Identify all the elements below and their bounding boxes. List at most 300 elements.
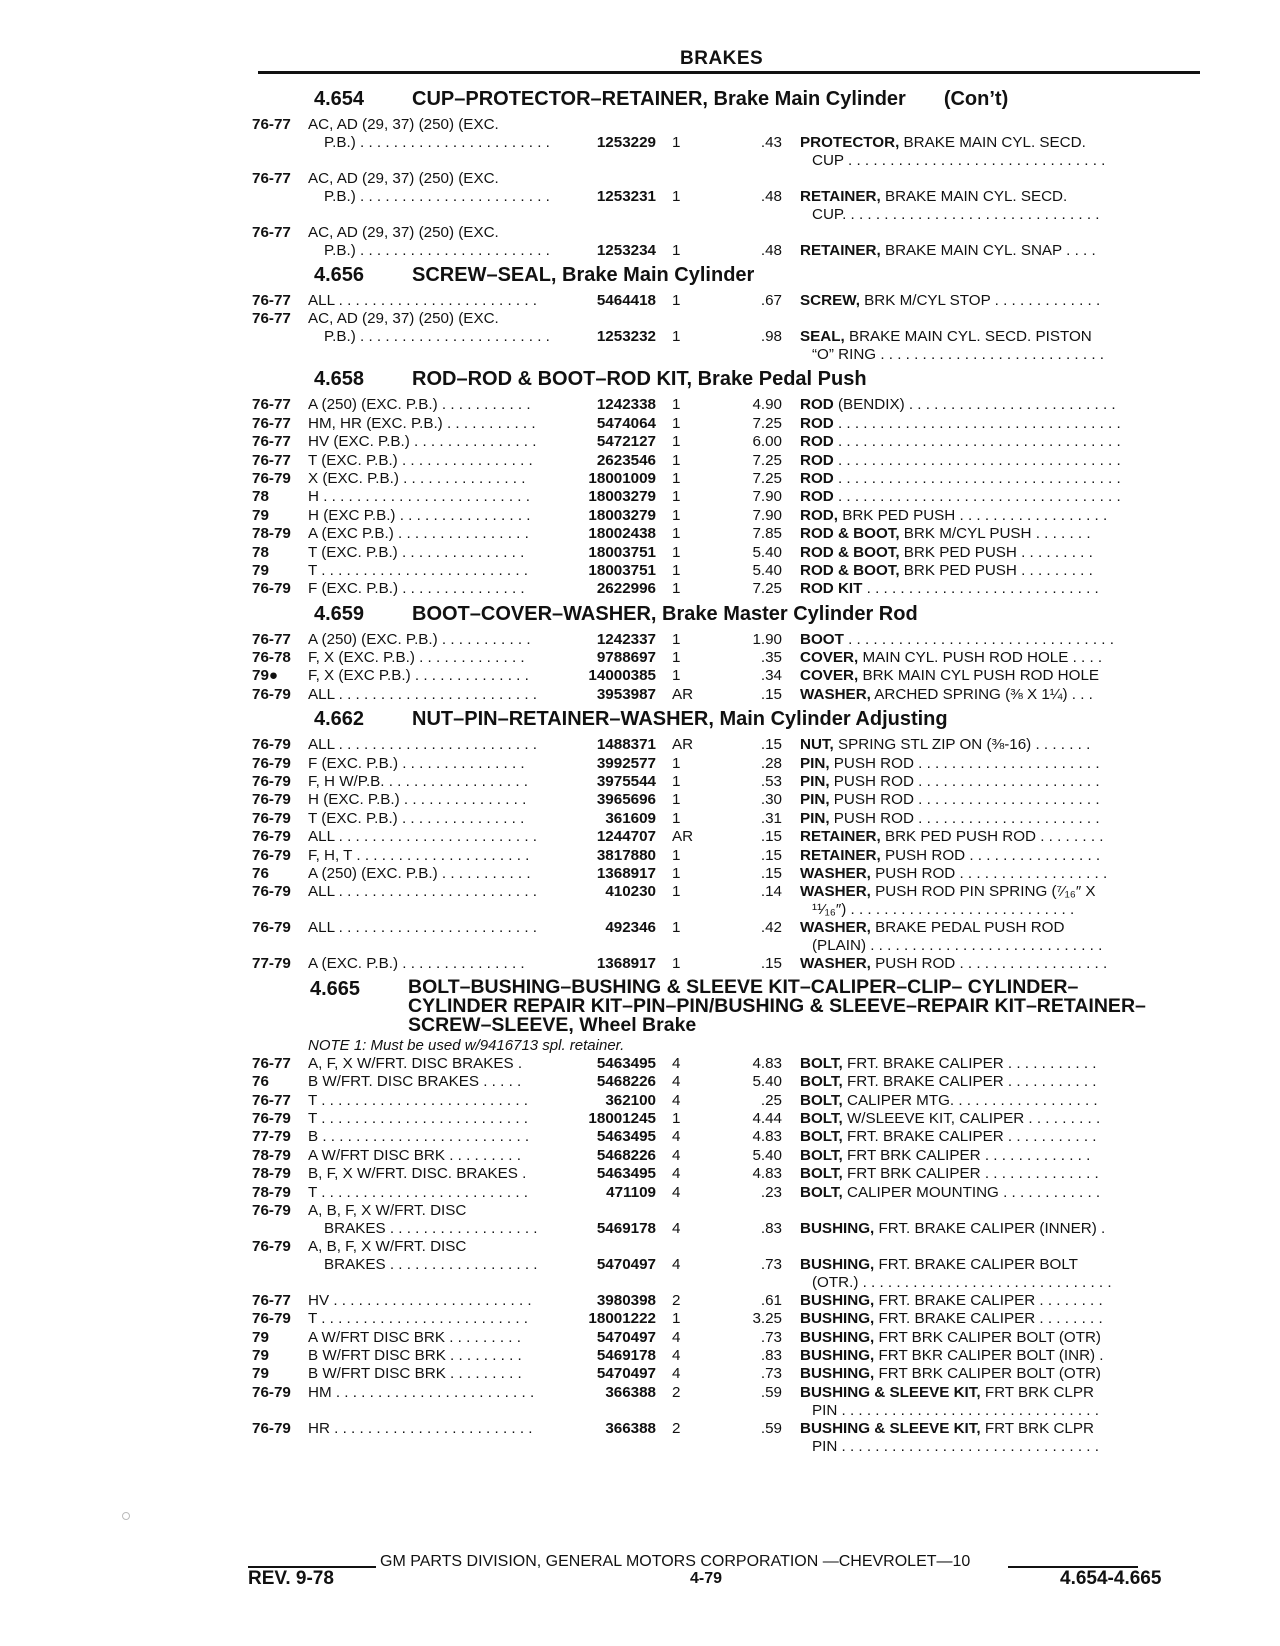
part-name: ROD & BOOT, xyxy=(800,543,900,561)
price: 5.40 xyxy=(752,561,782,579)
part-number: 3953987 xyxy=(596,685,656,703)
model-years: 76-77 xyxy=(252,630,291,648)
price: .48 xyxy=(760,188,782,205)
part-name: ROD, xyxy=(800,506,838,524)
part-number: 3992577 xyxy=(596,754,656,772)
model-application: F, X (EXC. P.B.) . . . . . . . . . . . . . xyxy=(308,649,525,667)
part-name: ROD & BOOT, xyxy=(800,561,900,579)
model-application-cont: P.B.) . . . . . . . . . . . . . . . . . . . . . . . xyxy=(324,134,550,151)
part-number: 5463495 xyxy=(596,1054,656,1072)
price: 5.40 xyxy=(752,543,782,561)
part-name: BUSHING & SLEEVE KIT, xyxy=(800,1419,981,1437)
price: .23 xyxy=(760,1183,782,1201)
parts-row xyxy=(252,686,1200,704)
quantity: 1 xyxy=(672,919,681,937)
quantity: 4 xyxy=(672,1328,681,1346)
part-name: WASHER, xyxy=(800,955,871,973)
part-number: 1368917 xyxy=(596,955,656,973)
parts-row xyxy=(252,1202,1200,1238)
quantity: 1 xyxy=(672,864,681,882)
part-description xyxy=(800,580,1198,598)
model-application-cont: BRAKES . . . . . . . . . . . . . . . . . . xyxy=(324,1219,538,1237)
parts-row xyxy=(252,470,1200,488)
part-description xyxy=(800,1147,1198,1165)
part-description xyxy=(800,755,1198,773)
part-description-cont: CUP. . . . . . . . . . . . . . . . . . . . . . . . . . . . . . . xyxy=(812,206,1100,223)
section-title xyxy=(412,708,948,731)
part-description xyxy=(800,955,1198,973)
model-application: A (250) (EXC. P.B.) . . . . . . . . . . . xyxy=(308,630,531,648)
price: 4.90 xyxy=(752,396,782,414)
part-description xyxy=(800,649,1198,667)
model-application: H (EXC. P.B.) . . . . . . . . . . . . . . . xyxy=(308,791,527,809)
model-years: 76-79 xyxy=(252,828,291,846)
part-detail: PUSH ROD . . . . . . . . . . . . . . . . . . . . . . xyxy=(829,791,1100,809)
model-application: ALL . . . . . . . . . . . . . . . . . . . . . . . . xyxy=(308,828,537,846)
part-name: PROTECTOR, xyxy=(800,134,900,151)
part-description xyxy=(800,736,1198,754)
section-heading xyxy=(252,86,1200,116)
parts-row xyxy=(252,1420,1200,1456)
part-number: 5472127 xyxy=(596,433,656,451)
part-detail: FRT BRK CALIPER BOLT (OTR) xyxy=(874,1328,1101,1346)
parts-row xyxy=(252,415,1200,433)
parts-row xyxy=(252,562,1200,580)
quantity: 4 xyxy=(672,1054,681,1072)
price: .61 xyxy=(760,1291,782,1309)
page-number: 4-79 xyxy=(690,1570,723,1587)
price: 7.25 xyxy=(752,469,782,487)
parts-row xyxy=(252,1238,1200,1292)
price: .98 xyxy=(760,328,782,346)
part-detail: BRK PED PUSH . . . . . . . . . xyxy=(899,543,1093,561)
parts-row xyxy=(252,1329,1200,1347)
section-number: 4.662 xyxy=(314,708,365,731)
part-name: BOLT, xyxy=(800,1183,843,1201)
model-application: AC, AD (29, 37) (250) (EXC. xyxy=(308,224,499,241)
part-detail: MAIN CYL. PUSH ROD HOLE . . . . xyxy=(858,649,1103,667)
part-description xyxy=(800,328,1198,346)
model-application: ALL . . . . . . . . . . . . . . . . . . . . . . . . xyxy=(308,685,537,703)
part-description xyxy=(800,828,1198,846)
part-description xyxy=(800,1347,1198,1365)
parts-listing xyxy=(252,86,1200,1456)
parts-row xyxy=(252,507,1200,525)
part-description-cont: PIN . . . . . . . . . . . . . . . . . . . . . . . . . . . . . . . xyxy=(812,1401,1099,1419)
price: .15 xyxy=(760,864,782,882)
model-application: A, F, X W/FRT. DISC BRAKES . xyxy=(308,1054,523,1072)
price: .42 xyxy=(760,919,782,937)
quantity: 4 xyxy=(672,1255,681,1273)
model-years: 79 xyxy=(252,1347,269,1365)
parts-row xyxy=(252,310,1200,364)
part-detail: FRT BRK CALIPER BOLT (OTR) xyxy=(874,1365,1101,1383)
model-years: 76-77 xyxy=(252,292,291,309)
section-title-rest: Brake Main Cylinder xyxy=(556,264,755,286)
part-name: BOLT, xyxy=(800,1054,843,1072)
part-detail: BRK M/CYL STOP . . . . . . . . . . . . . xyxy=(859,292,1101,309)
part-detail: FRT. BRAKE CALIPER . . . . . . . . . . . xyxy=(842,1128,1097,1146)
model-application: HM . . . . . . . . . . . . . . . . . . . . . . . . xyxy=(308,1383,535,1401)
price: .30 xyxy=(760,791,782,809)
part-description xyxy=(800,507,1198,525)
part-name: PIN, xyxy=(800,754,830,772)
part-description xyxy=(800,188,1198,206)
part-number: 18001245 xyxy=(588,1109,656,1127)
price: .15 xyxy=(760,736,782,754)
model-years: 76-79 xyxy=(252,736,291,754)
part-detail: PUSH ROD . . . . . . . . . . . . . . . . . . . . . . xyxy=(829,773,1100,791)
quantity: 4 xyxy=(672,1219,681,1237)
model-years: 76-77 xyxy=(252,451,291,469)
model-application: H . . . . . . . . . . . . . . . . . . . . . . . . . xyxy=(308,488,530,506)
quantity: 1 xyxy=(672,242,681,259)
part-description xyxy=(800,1256,1198,1274)
quantity: AR xyxy=(672,685,694,703)
model-years: 76-77 xyxy=(252,310,291,328)
part-name: ROD KIT xyxy=(800,580,863,598)
quantity: 1 xyxy=(672,396,681,414)
part-detail: . . . . . . . . . . . . . . . . . . . . . . . . . . . . . . . . xyxy=(843,630,1114,648)
part-detail: CALIPER MTG. . . . . . . . . . . . . . . . . . xyxy=(842,1091,1098,1109)
part-number: 1368917 xyxy=(596,864,656,882)
price: .35 xyxy=(760,649,782,667)
price: 5.40 xyxy=(752,1146,782,1164)
part-description xyxy=(800,396,1198,414)
part-detail: BRK PED PUSH . . . . . . . . . xyxy=(899,561,1093,579)
section-title xyxy=(412,264,754,287)
part-number: 492346 xyxy=(605,919,656,937)
part-number: 3980398 xyxy=(596,1291,656,1309)
part-name: NUT, xyxy=(800,736,834,754)
part-detail: FRT BKR CALIPER BOLT (INR) . xyxy=(874,1347,1104,1365)
model-application: ALL . . . . . . . . . . . . . . . . . . . . . . . . xyxy=(308,292,537,309)
part-number: 1253232 xyxy=(596,328,656,346)
part-name: WASHER, xyxy=(800,919,871,937)
part-detail: PUSH ROD . . . . . . . . . . . . . . . . . . . . . . xyxy=(829,809,1100,827)
model-application: HV (EXC. P.B.) . . . . . . . . . . . . . . . xyxy=(308,433,537,451)
parts-row xyxy=(252,1292,1200,1310)
part-number: 5470497 xyxy=(596,1255,656,1273)
header-rule xyxy=(258,71,1200,74)
model-application: F, H, T . . . . . . . . . . . . . . . . . . . . . xyxy=(308,846,530,864)
model-application: HR . . . . . . . . . . . . . . . . . . . . . . . . xyxy=(308,1419,533,1437)
price: 4.83 xyxy=(752,1054,782,1072)
part-number: 5470497 xyxy=(596,1365,656,1383)
part-number: 18003279 xyxy=(588,488,656,506)
price: .14 xyxy=(760,883,782,901)
part-name: PIN, xyxy=(800,791,830,809)
part-description xyxy=(800,810,1198,828)
model-application: A (EXC. P.B.) . . . . . . . . . . . . . . . xyxy=(308,955,525,973)
price: 7.85 xyxy=(752,525,782,543)
part-number: 9788697 xyxy=(596,649,656,667)
model-years: 76-79 xyxy=(252,1201,291,1219)
parts-row xyxy=(252,791,1200,809)
model-application: A (250) (EXC. P.B.) . . . . . . . . . . . xyxy=(308,396,531,414)
part-name: BUSHING, xyxy=(800,1310,875,1328)
part-description xyxy=(800,470,1198,488)
parts-row xyxy=(252,847,1200,865)
part-description xyxy=(800,847,1198,865)
parts-row xyxy=(252,1073,1200,1091)
part-detail: PUSH ROD PIN SPRING (⁷⁄₁₆″ X xyxy=(870,883,1096,901)
parts-row xyxy=(252,883,1200,919)
part-number: 3975544 xyxy=(596,773,656,791)
part-description-cont: PIN . . . . . . . . . . . . . . . . . . . . . . . . . . . . . . . xyxy=(812,1437,1099,1455)
model-application-cont: P.B.) . . . . . . . . . . . . . . . . . . . . . . . xyxy=(324,242,550,259)
part-number: 5469178 xyxy=(596,1219,656,1237)
part-number: 1488371 xyxy=(596,736,656,754)
part-number: 18003751 xyxy=(588,561,656,579)
quantity: 1 xyxy=(672,1310,681,1328)
model-application: T . . . . . . . . . . . . . . . . . . . . . . . . . xyxy=(308,1310,528,1328)
section-title xyxy=(412,368,867,391)
part-detail: ARCHED SPRING (⅜ X 1¼) . . . xyxy=(870,685,1093,703)
part-detail: . . . . . . . . . . . . . . . . . . . . . . . . . . . . xyxy=(862,580,1099,598)
model-application: A, B, F, X W/FRT. DISC xyxy=(308,1201,467,1219)
section-heading xyxy=(252,976,1200,1037)
model-years: 76-79 xyxy=(252,1310,291,1328)
model-years: 76-79 xyxy=(252,809,291,827)
parts-row xyxy=(252,1365,1200,1383)
parts-row xyxy=(252,580,1200,598)
part-name: ROD xyxy=(800,488,834,506)
part-name: BUSHING, xyxy=(800,1365,875,1383)
model-years: 76-77 xyxy=(252,396,291,414)
part-description xyxy=(800,1128,1198,1146)
part-number: 2623546 xyxy=(596,451,656,469)
part-name: ROD xyxy=(800,414,834,432)
part-name: RETAINER, xyxy=(800,828,881,846)
model-years: 79 xyxy=(252,1365,269,1383)
model-application: A, B, F, X W/FRT. DISC xyxy=(308,1237,467,1255)
part-number: 1242337 xyxy=(596,630,656,648)
parts-row xyxy=(252,919,1200,955)
part-detail: BRAKE PEDAL PUSH ROD xyxy=(870,919,1065,937)
price: 3.25 xyxy=(752,1310,782,1328)
part-number: 362100 xyxy=(605,1091,656,1109)
part-description-cont: ¹¹⁄₁₆″) . . . . . . . . . . . . . . . . . . . . . . . . . . . xyxy=(812,901,1075,919)
parts-row xyxy=(252,1110,1200,1128)
model-application: T . . . . . . . . . . . . . . . . . . . . . . . . . xyxy=(308,1109,528,1127)
part-description xyxy=(800,242,1198,260)
model-years: 76-79 xyxy=(252,580,291,598)
parts-row xyxy=(252,828,1200,846)
parts-row xyxy=(252,1165,1200,1183)
section-title xyxy=(412,88,1008,111)
part-description xyxy=(800,1184,1198,1202)
price: .67 xyxy=(760,292,782,309)
price: 7.25 xyxy=(752,580,782,598)
price: 7.90 xyxy=(752,488,782,506)
model-application: F (EXC. P.B.) . . . . . . . . . . . . . . . xyxy=(308,580,525,598)
model-years: 79 xyxy=(252,506,269,524)
quantity: 1 xyxy=(672,667,681,685)
model-application: T . . . . . . . . . . . . . . . . . . . . . . . . . xyxy=(308,561,528,579)
model-application: ALL . . . . . . . . . . . . . . . . . . . . . . . . xyxy=(308,919,537,937)
quantity: 1 xyxy=(672,773,681,791)
section-number: 4.658 xyxy=(314,368,365,391)
part-description-cont: (PLAIN) . . . . . . . . . . . . . . . . . . . . . . . . . . . . xyxy=(812,937,1103,955)
part-detail: BRAKE MAIN CYL. SECD. PISTON xyxy=(844,328,1092,346)
quantity: 2 xyxy=(672,1419,681,1437)
part-description xyxy=(800,488,1198,506)
part-detail: PUSH ROD . . . . . . . . . . . . . . . . . . xyxy=(870,955,1108,973)
part-detail: FRT. BRAKE CALIPER . . . . . . . . xyxy=(874,1291,1103,1309)
parts-row xyxy=(252,433,1200,451)
model-application-cont: P.B.) . . . . . . . . . . . . . . . . . . . . . . . xyxy=(324,188,550,205)
model-years: 76-77 xyxy=(252,170,291,187)
part-detail: BRAKE MAIN CYL. SNAP . . . . xyxy=(880,242,1096,259)
part-description xyxy=(800,1420,1198,1438)
part-name: BUSHING, xyxy=(800,1291,875,1309)
parts-row xyxy=(252,525,1200,543)
part-detail: SPRING STL ZIP ON (⅜-16) . . . . . . . xyxy=(833,736,1091,754)
part-name: ROD xyxy=(800,433,834,451)
model-years: 76-77 xyxy=(252,1054,291,1072)
part-detail: FRT. BRAKE CALIPER . . . . . . . . . . . xyxy=(842,1073,1097,1091)
part-description xyxy=(800,791,1198,809)
quantity: 1 xyxy=(672,525,681,543)
quantity: 1 xyxy=(672,292,681,309)
price: 1.90 xyxy=(752,630,782,648)
parts-row xyxy=(252,649,1200,667)
parts-row xyxy=(252,1310,1200,1328)
part-name: WASHER, xyxy=(800,883,871,901)
price: 7.25 xyxy=(752,414,782,432)
quantity: 4 xyxy=(672,1128,681,1146)
model-years: 76-79 xyxy=(252,754,291,772)
section-title-rest: Wheel Brake xyxy=(573,1013,697,1036)
model-application-cont: P.B.) . . . . . . . . . . . . . . . . . . . . . . . xyxy=(324,328,550,346)
part-description xyxy=(800,865,1198,883)
model-application: F (EXC. P.B.) . . . . . . . . . . . . . . . xyxy=(308,754,525,772)
part-detail: . . . . . . . . . . . . . . . . . . . . . . . . . . . . . . . . . . xyxy=(833,488,1121,506)
price: .43 xyxy=(760,134,782,151)
price: 7.25 xyxy=(752,451,782,469)
part-number: 5470497 xyxy=(596,1328,656,1346)
model-application: A W/FRT DISC BRK . . . . . . . . . xyxy=(308,1328,521,1346)
parts-row xyxy=(252,755,1200,773)
part-name: ROD xyxy=(800,469,834,487)
part-detail: (BENDIX) . . . . . . . . . . . . . . . . . . . . . . . . . xyxy=(833,396,1116,414)
quantity: 4 xyxy=(672,1183,681,1201)
part-name: COVER, xyxy=(800,667,859,685)
model-application: T . . . . . . . . . . . . . . . . . . . . . . . . . xyxy=(308,1091,528,1109)
model-years: 78 xyxy=(252,488,269,506)
section-title-main: ROD–ROD & BOOT–ROD KIT, xyxy=(412,368,693,391)
model-application: AC, AD (29, 37) (250) (EXC. xyxy=(308,310,499,328)
price: .73 xyxy=(760,1365,782,1383)
model-application: T (EXC. P.B.) . . . . . . . . . . . . . . . xyxy=(308,543,525,561)
quantity: 4 xyxy=(672,1073,681,1091)
price: .59 xyxy=(760,1383,782,1401)
part-detail: FRT BRK CLPR xyxy=(980,1383,1094,1401)
part-detail: BRAKE MAIN CYL. SECD. xyxy=(880,188,1068,205)
part-detail: BRK M/CYL PUSH . . . . . . . xyxy=(899,525,1091,543)
section-title xyxy=(408,975,1168,1036)
part-name: BOLT, xyxy=(800,1128,843,1146)
part-description xyxy=(800,1073,1198,1091)
part-description xyxy=(800,562,1198,580)
section-title xyxy=(412,603,918,626)
part-number: 2622996 xyxy=(596,580,656,598)
model-application: B W/FRT DISC BRK . . . . . . . . . xyxy=(308,1347,522,1365)
model-years: 78-79 xyxy=(252,525,291,543)
part-name: BOLT, xyxy=(800,1073,843,1091)
part-number: 5468226 xyxy=(596,1146,656,1164)
price: 5.40 xyxy=(752,1073,782,1091)
price: 4.83 xyxy=(752,1165,782,1183)
quantity: 4 xyxy=(672,1365,681,1383)
quantity: AR xyxy=(672,828,694,846)
model-application: AC, AD (29, 37) (250) (EXC. xyxy=(308,116,499,133)
page-title: BRAKES xyxy=(680,48,764,69)
part-description xyxy=(800,452,1198,470)
part-name: BUSHING, xyxy=(800,1328,875,1346)
parts-row xyxy=(252,1128,1200,1146)
model-application: A W/FRT DISC BRK . . . . . . . . . xyxy=(308,1146,521,1164)
model-years: 76-79 xyxy=(252,469,291,487)
price: .15 xyxy=(760,828,782,846)
part-description xyxy=(800,1055,1198,1073)
section-heading xyxy=(252,706,1200,736)
model-application: B, F, X W/FRT. DISC. BRAKES . xyxy=(308,1165,527,1183)
model-years: 76-78 xyxy=(252,649,291,667)
parts-row xyxy=(252,631,1200,649)
parts-row xyxy=(252,116,1200,170)
quantity: 1 xyxy=(672,809,681,827)
price: .73 xyxy=(760,1328,782,1346)
section-range: 4.654-4.665 xyxy=(1060,1568,1162,1589)
part-name: PIN, xyxy=(800,809,830,827)
model-years: 76-79 xyxy=(252,773,291,791)
quantity: 4 xyxy=(672,1347,681,1365)
part-description xyxy=(800,883,1198,901)
part-number: 5474064 xyxy=(596,414,656,432)
parts-row xyxy=(252,955,1200,973)
quantity: 4 xyxy=(672,1146,681,1164)
section-title-rest: Main Cylinder Adjusting xyxy=(713,708,948,731)
punch-mark xyxy=(122,1512,130,1520)
parts-row xyxy=(252,736,1200,754)
quantity: 4 xyxy=(672,1165,681,1183)
part-detail: FRT. BRAKE CALIPER (INNER) . xyxy=(874,1219,1106,1237)
price: .83 xyxy=(760,1219,782,1237)
part-number: 471109 xyxy=(606,1183,656,1201)
model-years: 76-77 xyxy=(252,414,291,432)
part-name: RETAINER, xyxy=(800,242,881,259)
part-number: 5469178 xyxy=(596,1347,656,1365)
model-years: 76-77 xyxy=(252,224,291,241)
model-years: 77-79 xyxy=(252,955,291,973)
part-description xyxy=(800,1384,1198,1402)
quantity: 1 xyxy=(672,580,681,598)
model-years: 78 xyxy=(252,543,269,561)
parts-row xyxy=(252,544,1200,562)
part-name: ROD & BOOT, xyxy=(800,525,900,543)
part-description xyxy=(800,1292,1198,1310)
model-application: HV . . . . . . . . . . . . . . . . . . . . . . . . xyxy=(308,1291,532,1309)
part-number: 361609 xyxy=(605,809,656,827)
continued-label: (Con’t) xyxy=(943,88,1009,110)
model-years: 76-79 xyxy=(252,883,291,901)
part-number: 366388 xyxy=(605,1383,656,1401)
model-years: 78-79 xyxy=(252,1146,291,1164)
model-application: X (EXC. P.B.) . . . . . . . . . . . . . . . xyxy=(308,469,526,487)
section-title-main: NUT–PIN–RETAINER–WASHER, xyxy=(412,708,714,731)
